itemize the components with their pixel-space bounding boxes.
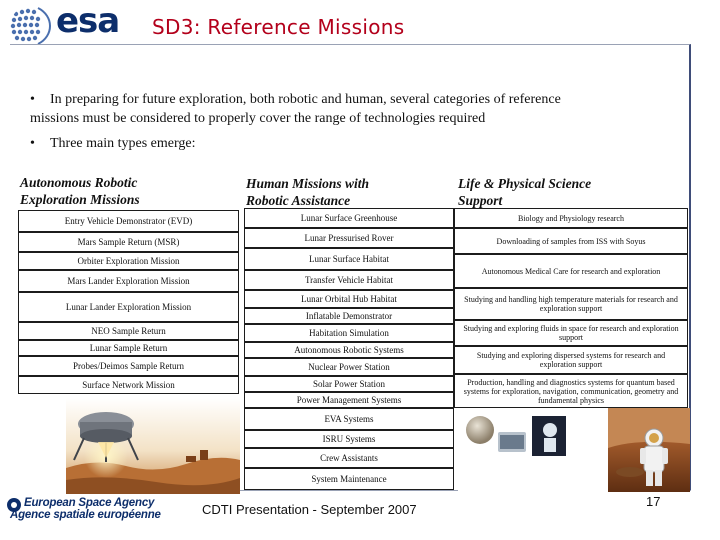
esa-logo: [8, 1, 138, 48]
human-mission-item: Lunar Surface Habitat: [244, 248, 454, 270]
robotic-mission-item: Orbiter Exploration Mission: [18, 252, 239, 270]
life-header-line-1: Life & Physical Science: [458, 176, 592, 191]
mars-lander-image: [66, 398, 240, 494]
esa-footer-logo: [6, 497, 161, 525]
agency-name-english: European Space Agency: [24, 497, 155, 509]
bullet-1-continuation: [30, 109, 690, 128]
robotic-column-header: [20, 174, 140, 208]
human-header-line-1: Human Missions with: [246, 176, 370, 191]
life-science-item: Studying and handling high temperature materials for research and exploration support: [454, 288, 688, 320]
robotic-mission-item: Probes/Deimos Sample Return: [18, 356, 239, 376]
human-mission-item: Autonomous Robotic Systems: [244, 342, 454, 358]
robotic-mission-item: Mars Lander Exploration Mission: [18, 270, 239, 292]
presentation-footer: CDTI Presentation - September 2007: [202, 502, 417, 517]
human-mission-item: EVA Systems: [244, 408, 454, 430]
human-header-line-2: Robotic Assistance: [246, 193, 351, 208]
human-mission-item: Lunar Surface Greenhouse: [244, 208, 454, 228]
esa-logo-text: esa: [56, 1, 120, 41]
human-mission-item: Lunar Pressurised Rover: [244, 228, 454, 248]
bullet-2-text: Three main types emerge:: [50, 136, 196, 151]
life-science-item: Biology and Physiology research: [454, 208, 688, 228]
robotic-mission-item: NEO Sample Return: [18, 322, 239, 340]
bullet-1-line-2: missions must be considered to properly cover the range of technologies required: [30, 111, 486, 126]
human-mission-item: System Maintenance: [244, 468, 454, 490]
life-science-item: Studying and exploring dispersed systems for research and exploration support: [454, 346, 688, 374]
bullet-2: [28, 134, 428, 153]
human-mission-item: Crew Assistants: [244, 448, 454, 468]
human-column-header: [246, 175, 369, 209]
life-science-item: Autonomous Medical Care for research and exploration: [454, 254, 688, 288]
human-mission-item: Nuclear Power Station: [244, 358, 454, 376]
life-science-item: Studying and exploring fluids in space for research and exploration support: [454, 320, 688, 346]
robotic-mission-item: Surface Network Mission: [18, 376, 239, 394]
human-mission-item: Power Management Systems: [244, 392, 454, 408]
bullet-dot: •: [30, 136, 35, 151]
bullet-1-line-1: In preparing for future exploration, both robotic and human, several categories of reference: [50, 92, 561, 107]
robotic-header-line-2: Exploration Missions: [20, 192, 140, 207]
robotic-header-line-1: Autonomous Robotic: [20, 175, 138, 190]
robotic-mission-item: Lunar Sample Return: [18, 340, 239, 356]
robotic-mission-item: Lunar Lander Exploration Mission: [18, 292, 239, 322]
human-mission-item: Transfer Vehicle Habitat: [244, 270, 454, 290]
robotic-mission-item: Entry Vehicle Demonstrator (EVD): [18, 210, 239, 232]
life-science-item: Production, handling and diagnostics systems for quantum based systems for exploration, navigation, communication, geometry and fundamental physics: [454, 374, 688, 408]
agency-name-french: Agence spatiale européenne: [10, 509, 161, 521]
page-number: 17: [646, 494, 661, 509]
astronaut-scene-image: [458, 408, 690, 492]
bullet-1: [28, 90, 688, 109]
robotic-mission-item: Mars Sample Return (MSR): [18, 232, 239, 252]
human-mission-item: Lunar Orbital Hub Habitat: [244, 290, 454, 308]
human-mission-item: Habitation Simulation: [244, 324, 454, 342]
life-science-item: Downloading of samples from ISS with Soyus: [454, 228, 688, 254]
human-mission-item: Solar Power Station: [244, 376, 454, 392]
life-column-header: [458, 175, 591, 209]
human-mission-item: ISRU Systems: [244, 430, 454, 448]
life-header-line-2: Support: [458, 193, 503, 208]
bullet-dot: •: [30, 92, 35, 107]
page-title: SD3: Reference Missions: [152, 15, 405, 39]
human-mission-item: Inflatable Demonstrator: [244, 308, 454, 324]
